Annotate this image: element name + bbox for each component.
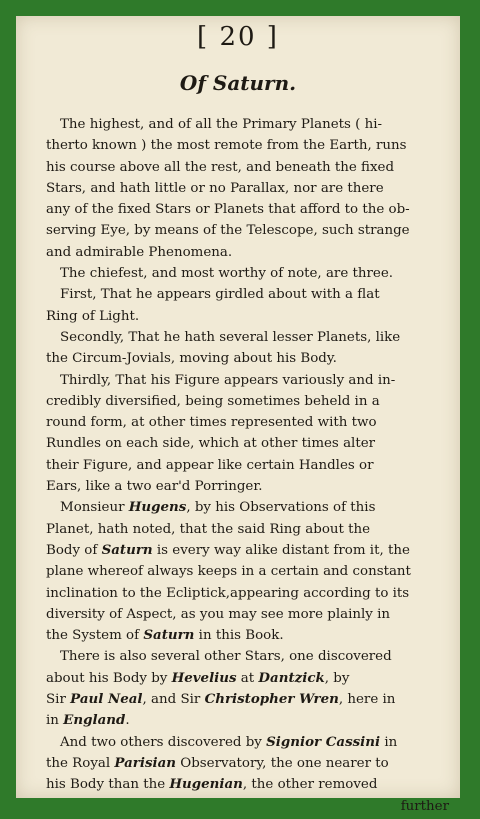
text-line: Planet, hath noted, that the said Ring about the — [46, 521, 371, 537]
page-number: [ 20 ] — [197, 22, 279, 52]
page-body-text — [46, 114, 451, 817]
book-page — [16, 16, 460, 814]
text-line: about his Body by Hevelius at Dantzick, by — [46, 669, 350, 686]
text-line: Sir Paul Neal, and Sir Christopher Wren, here in — [46, 691, 396, 708]
text-line: credibly diversified, being sometimes beheld in a — [46, 393, 380, 409]
text-line: Secondly, That he hath several lesser Planets, like — [60, 329, 401, 345]
text-line: Stars, and hath little or no Parallax, nor are there — [46, 180, 384, 196]
text-line: his Body than the Hugenian, the other removed — [46, 776, 378, 793]
text-line: Rundles on each side, which at other times alter — [46, 436, 376, 452]
text-line: inclination to the Ecliptick,appearing according to its — [46, 585, 410, 601]
text-line: further — [400, 798, 449, 814]
text-line: round form, at other times represented with two — [46, 415, 377, 431]
text-line: Monsieur Hugens, by his Observations of this — [60, 499, 376, 516]
text-line: diversity of Aspect, as you may see more plainly in — [46, 606, 391, 622]
text-line: plane whereof always keeps in a certain and constant — [46, 564, 411, 580]
text-line: First, That he appears girdled about with a flat — [60, 287, 380, 303]
text-line: There is also several other Stars, one discovered — [60, 649, 392, 665]
text-line: his course above all the rest, and beneath the fixed — [46, 159, 395, 175]
text-line: Thirdly, That his Figure appears variously and in- — [60, 372, 396, 388]
text-line: their Figure, and appear like certain Handles or — [46, 457, 374, 473]
text-line: the Royal Parisian Observatory, the one nearer to — [46, 754, 389, 771]
text-line: therto known ) the most remote from the Earth, runs — [46, 138, 407, 154]
text-line: the Circum-Jovials, moving about his Body. — [46, 351, 337, 367]
text-line: in England. — [46, 712, 130, 729]
text-line: any of the fixed Stars or Planets that afford to the ob- — [46, 202, 410, 218]
text-line: The highest, and of all the Primary Planets ( hi- — [60, 117, 383, 132]
text-line: and admirable Phenomena. — [46, 244, 233, 260]
text-line: Ears, like a two ear'd Porringer. — [46, 479, 263, 495]
text-line: Ring of Light. — [46, 308, 140, 324]
page-title: Of Saturn. — [179, 71, 297, 95]
text-line: serving Eye, by means of the Telescope, such strange — [46, 223, 410, 239]
text-line: the System of Saturn in this Book. — [46, 627, 284, 644]
text-line: And two others discovered by Signior Cassini in — [60, 733, 398, 750]
text-line: Body of Saturn is every way alike distant from it, the — [46, 541, 410, 558]
text-line: The chiefest, and most worthy of note, are three. — [60, 266, 394, 282]
